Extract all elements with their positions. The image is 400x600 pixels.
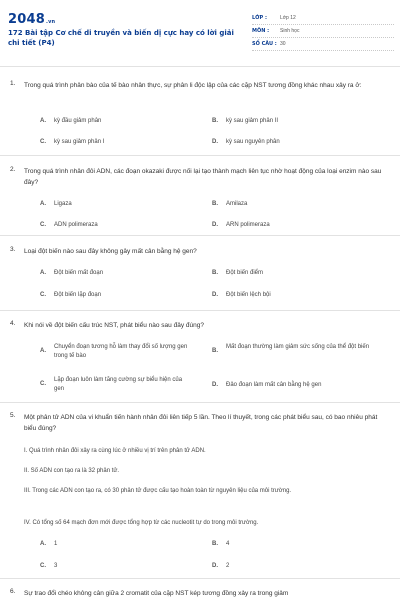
option-letter: A.	[40, 201, 46, 207]
page-title: 172 Bài tập Cơ chế di truyền và biến dị cực hay có lời giải chi tiết (P4)	[8, 29, 234, 47]
option-text: Đột biến điểm	[226, 270, 264, 276]
option-text: ADN polimeraza	[54, 222, 98, 228]
option-letter: C.	[40, 563, 46, 569]
meta-value: Sinh học	[280, 28, 300, 34]
meta-info	[252, 12, 394, 51]
site-logo[interactable]	[8, 12, 55, 27]
option-letter: B.	[212, 348, 218, 354]
meta-row-class	[252, 12, 394, 25]
meta-label: SỐ CÂU :	[252, 41, 277, 47]
meta-label: MÔN :	[252, 28, 270, 34]
question-number: 3.	[10, 246, 16, 253]
question-number: 4.	[10, 320, 16, 327]
option-letter: D.	[212, 563, 218, 569]
option-letter: B.	[212, 118, 218, 124]
option-letter: D.	[212, 222, 218, 228]
question-text: Khi nói về đột biến cấu trúc NST, phát biểu nào sau đây đúng?	[24, 322, 204, 329]
question-text: Trong quá trình phân bào của tế bào nhân thực, sự phân li độc lập của các cặp NST tương đồng khác nhau xảy ra ở:	[24, 82, 362, 89]
option-letter: A.	[40, 348, 46, 354]
statement-3: III. Trong các ADN con tạo ra, có 30 phân tử được cấu tạo hoàn toàn từ nguyên liệu của môi trường.	[24, 488, 292, 494]
meta-row-subject	[252, 25, 394, 38]
question-number: 6.	[10, 588, 16, 595]
meta-value: 30	[280, 41, 286, 47]
question-text: Loại đột biến nào sau đây không gây mất cân bằng hệ gen?	[24, 248, 197, 255]
option-text: Lặp đoạn luôn làm tăng cường sự biểu hiện của gen	[54, 377, 183, 392]
option-text: kỳ đầu giảm phân	[54, 118, 102, 124]
option-text: Đột biến lệch bội	[226, 292, 271, 298]
divider	[0, 235, 400, 236]
question-text: Một phân tử ADN của vi khuẩn tiến hành nhân đôi liên tiếp 5 lần. Theo lí thuyết, trong các phát biểu sau, có bao nhiêu phát biểu đúng?	[24, 414, 378, 432]
divider	[0, 155, 400, 156]
option-letter: D.	[212, 139, 218, 145]
divider	[0, 578, 400, 579]
option-text: 2	[226, 563, 230, 569]
question-number: 2.	[10, 166, 16, 173]
page-header	[0, 0, 400, 66]
option-letter: A.	[40, 270, 46, 276]
option-text: ARN polimeraza	[226, 222, 270, 228]
question-text: Trong quá trình nhân đôi ADN, các đoạn okazaki được nối lại tạo thành mạch liên tục nhờ hoạt động của loại enzim nào sau đây?	[24, 168, 382, 186]
option-letter: D.	[212, 292, 218, 298]
option-text: 4	[226, 541, 230, 547]
question-number: 1.	[10, 80, 16, 87]
statement-1: I. Quá trình nhân đôi xảy ra cùng lúc ở nhiều vị trí trên phân tử ADN.	[24, 448, 206, 454]
statement-4: IV. Có tổng số 64 mạch đơn mới được tổng hợp từ các nucleotit tự do trong môi trường.	[24, 520, 259, 526]
option-text: kỳ sau nguyên phân	[226, 139, 280, 145]
option-letter: C.	[40, 222, 46, 228]
option-letter: C.	[40, 381, 46, 387]
meta-row-count	[252, 38, 394, 51]
option-letter: A.	[40, 541, 46, 547]
option-letter: C.	[40, 139, 46, 145]
meta-label: LỚP :	[252, 15, 267, 21]
option-letter: B.	[212, 270, 218, 276]
logo-main: 2048	[8, 12, 45, 27]
option-text: Ligaza	[54, 201, 72, 207]
option-text: 3	[54, 563, 58, 569]
option-letter: C.	[40, 292, 46, 298]
logo-suffix: .vn	[45, 19, 56, 25]
option-letter: B.	[212, 201, 218, 207]
option-text: kỳ sau giảm phân I	[54, 139, 105, 145]
option-text: Mất đoạn thường làm giảm sức sống của thể đột biến	[226, 344, 370, 350]
option-text: Amilaza	[226, 201, 248, 207]
option-text: kỳ sau giảm phân II	[226, 118, 279, 124]
option-letter: D.	[212, 382, 218, 388]
divider	[0, 66, 400, 67]
option-text: Đảo đoạn làm mất cân bằng hệ gen	[226, 382, 322, 388]
option-letter: B.	[212, 541, 218, 547]
divider	[0, 402, 400, 403]
divider	[0, 310, 400, 311]
option-text: 1	[54, 541, 58, 547]
option-letter: A.	[40, 118, 46, 124]
statement-2: II. Số ADN con tạo ra là 32 phân tử.	[24, 468, 120, 474]
option-text: Đột biến lặp đoạn	[54, 292, 102, 298]
question-text: Sự trao đổi chéo không cân giữa 2 cromatit của cặp NST kép tương đồng xảy ra trong giảm	[24, 590, 289, 597]
option-text: Đột biến mất đoạn	[54, 270, 104, 276]
option-text: Chuyển đoạn tương hỗ làm thay đổi số lượng gen trong tế bào	[54, 344, 188, 359]
question-number: 5.	[10, 412, 16, 419]
meta-value: Lớp 12	[280, 15, 296, 21]
